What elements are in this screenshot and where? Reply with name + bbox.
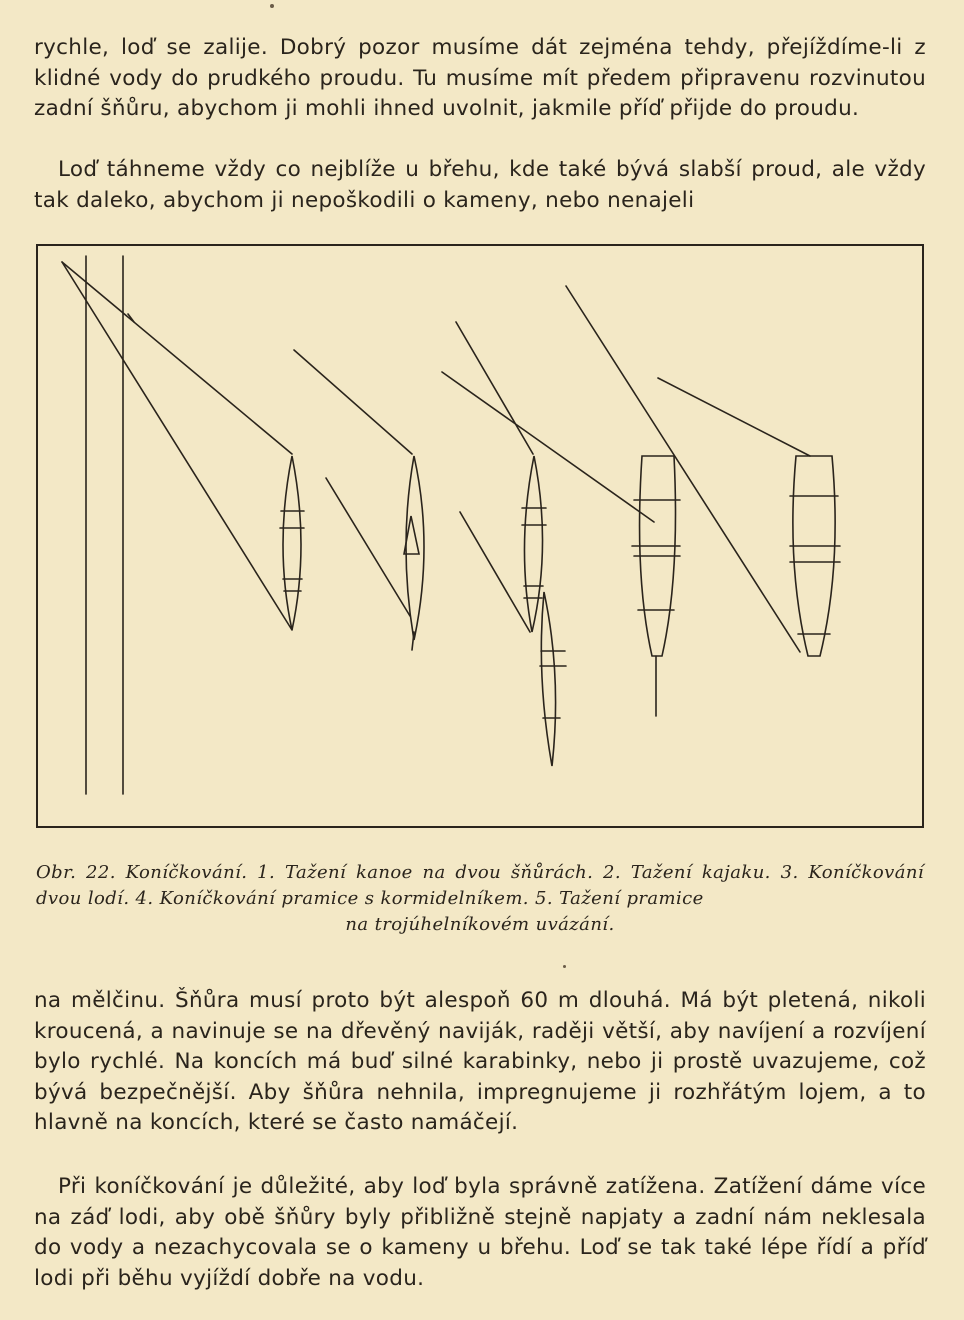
tow-line xyxy=(658,378,810,456)
tow-line xyxy=(62,262,292,454)
tow-line xyxy=(456,322,533,454)
punt-hull xyxy=(793,456,835,656)
canoe-hull xyxy=(283,456,301,630)
boat-hull-second xyxy=(541,592,555,766)
paragraph-bottom-2: Při koníčkování je důležité, aby loď byla správně zatížena. Zatížení dáme více na záď lodi, aby obě šňůry byly přibližně stejně napjaty a zadní nám neklesala do vody a nezachycovala se o kameny u břehu. Loď se tak také lépe řídí a příď lodi při běhu vyjíždí dobře na vodu. xyxy=(34,1174,926,1291)
paragraph-top-1: rychle, loď se zalije. Dobrý pozor musíme dát zejména tehdy, přejíždíme-li z klidné vody do prudkého proudu. Tu musíme mít předem připravenu rozvinutou zadní šňůru, abychom ji mohli ihned uvolnit, jakmile příď přijde do proudu. xyxy=(34,35,926,121)
boat-hull xyxy=(524,456,542,632)
caption-main: Obr. 22. Koníčkování. 1. Tažení kanoe na dvou šňůrách. 2. Tažení kajaku. 3. Koníčkování dvou lodí. 4. Koníčkování pramice s kormidelníkem. 5. Tažení pramice xyxy=(36,862,924,909)
figure-konickovani xyxy=(36,244,924,828)
ink-speck xyxy=(563,965,566,968)
tow-line xyxy=(294,350,412,454)
tow-line xyxy=(326,478,410,616)
paragraph-bottom-1: na mělčinu. Šňůra musí proto být alespoň 60 m dlouhá. Má být pletená, nikoli kroucená, a navinuje se na dřevěný naviják, raději větší, aby navíjení a rozvíjení bylo rychlé. Na koncích má buď silné karabinky, nebo ji prostě uvazujeme, což bývá bezpečnější. Aby šňůra nehnila, impregnujeme ji rozhřátým lojem, a to hlavně na koncích, které se často namáčejí. xyxy=(34,988,926,1135)
boat-towing-diagram xyxy=(38,246,922,826)
ink-speck xyxy=(270,4,274,8)
tow-line xyxy=(62,262,292,630)
caption-last-line: na trojúhelníkovém uvázání. xyxy=(345,914,615,935)
figure-caption xyxy=(36,860,924,938)
tow-line xyxy=(460,512,530,632)
kayak-rudder xyxy=(412,632,414,650)
tow-line xyxy=(442,372,654,522)
paragraph-top-2: Loď táhneme vždy co nejblíže u břehu, kde také bývá slabší proud, ale vždy tak daleko, abychom ji nepoškodili o kameny, nebo nenajeli xyxy=(34,157,926,213)
tow-line xyxy=(566,286,800,652)
